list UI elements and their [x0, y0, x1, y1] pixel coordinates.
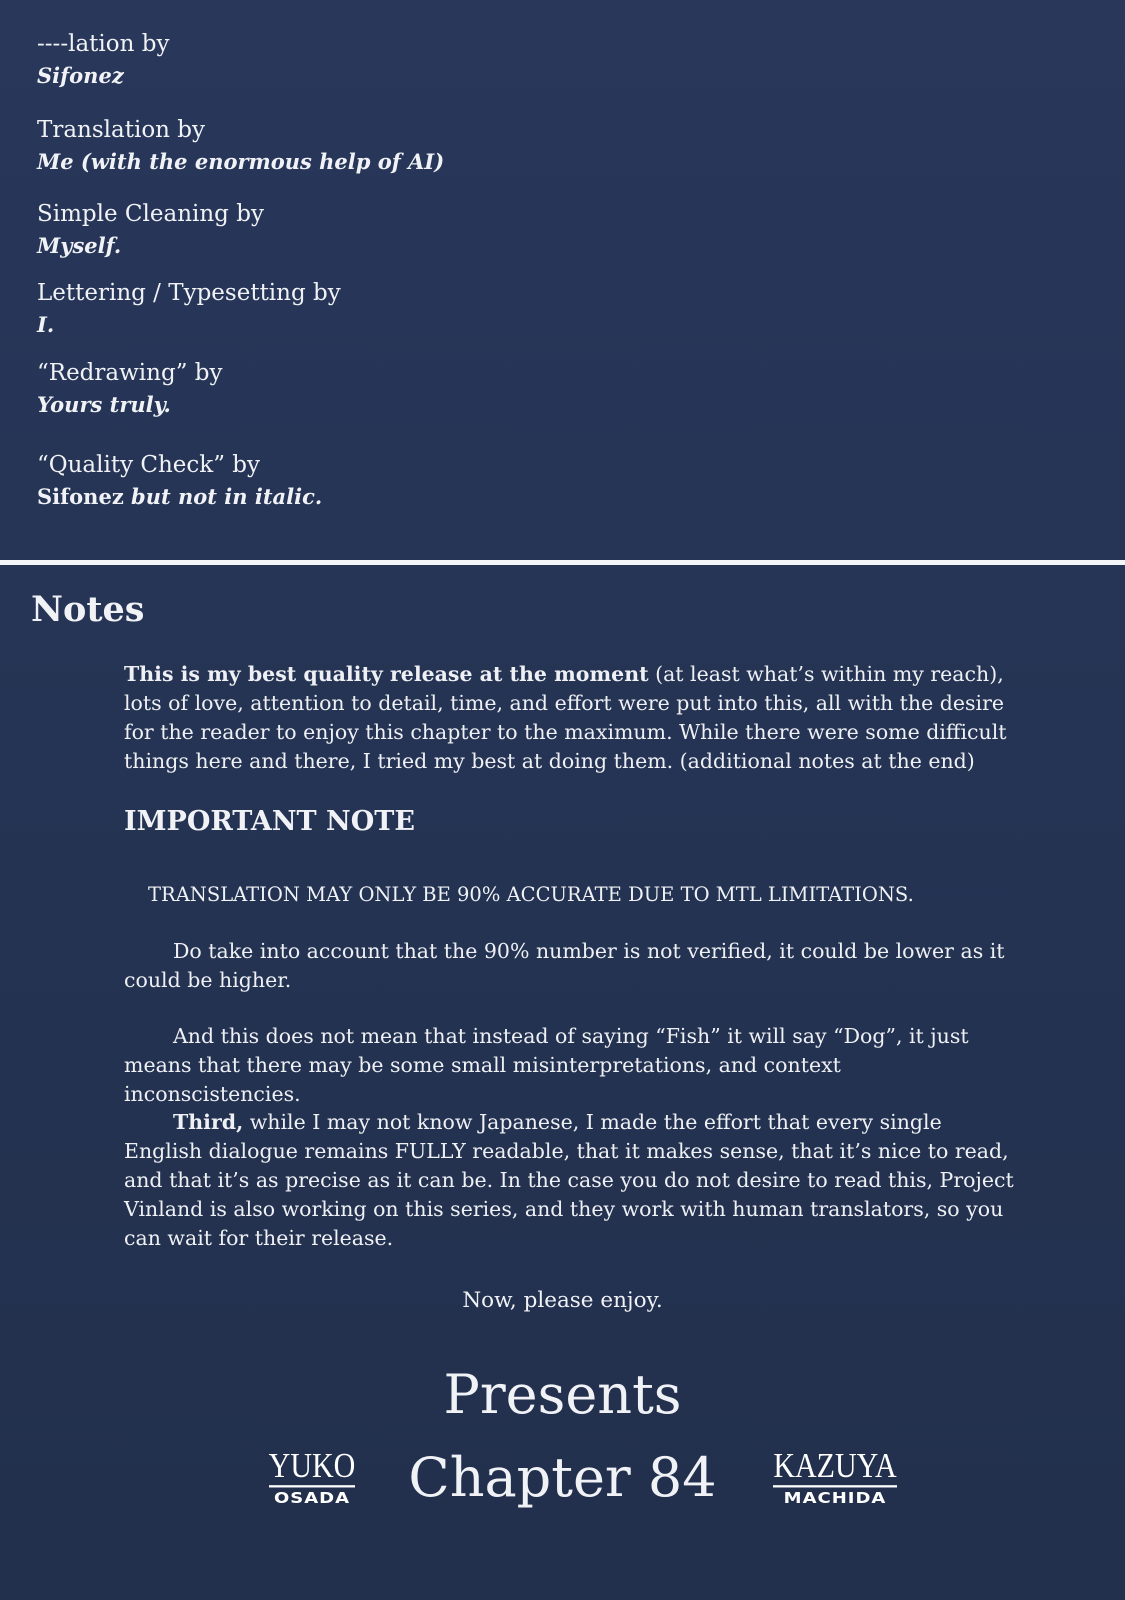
author-first-name: YUKO — [269, 1450, 356, 1488]
credit-name-plain: Sifonez — [37, 484, 124, 509]
notes-emphasis: This is my best quality release at the moment — [124, 662, 649, 686]
credit-entry — [37, 449, 322, 513]
author-first-name: KAZUYA — [773, 1450, 896, 1488]
section-divider — [0, 560, 1125, 565]
credit-name-italic: but not in italic. — [123, 484, 323, 509]
credit-role: ----lation by — [37, 31, 170, 57]
notes-paragraph — [124, 1022, 1024, 1109]
credit-name: Yours truly. — [37, 392, 171, 417]
credit-entry — [37, 28, 169, 92]
notes-emphasis: Third, — [173, 1110, 244, 1134]
notes-text: And this does not mean that instead of saying “Fish” it will say “Dog”, it just means that there may be some small misinterpretations, and context inconscistencies. — [124, 1024, 969, 1106]
credit-role: Translation by — [37, 117, 206, 143]
credit-role: “Redrawing” by — [37, 360, 223, 386]
presents-heading: Presents — [443, 1363, 682, 1426]
credit-name — [37, 481, 322, 513]
notes-title: Notes — [31, 589, 145, 630]
credit-role: Simple Cleaning by — [37, 201, 264, 227]
author-last-name: MACHIDA — [783, 1489, 887, 1508]
notes-text: Do take into account that the 90% number is not verified, it could be lower as it could be higher. — [124, 939, 1005, 992]
notes-paragraph — [124, 937, 1024, 995]
mtl-warning: TRANSLATION MAY ONLY BE 90% ACCURATE DUE TO MTL LIMITATIONS. — [148, 883, 914, 906]
credit-entry — [37, 198, 264, 262]
credit-entry — [37, 357, 222, 421]
author-last-name: OSADA — [273, 1489, 351, 1508]
credit-role: Lettering / Typesetting by — [37, 280, 341, 306]
credit-name: Me (with the enormous help of AI) — [37, 149, 445, 174]
author-logo-left — [266, 1447, 358, 1508]
enjoy-message: Now, please enjoy. — [462, 1288, 663, 1313]
notes-paragraph — [124, 1108, 1024, 1253]
credit-name: Sifonez — [37, 63, 124, 88]
credit-role: “Quality Check” by — [37, 452, 261, 478]
notes-paragraph — [124, 660, 1024, 776]
author-logo-right — [772, 1447, 898, 1508]
credit-name: I. — [37, 312, 55, 337]
important-note-heading: IMPORTANT NOTE — [124, 806, 415, 837]
notes-text: while I may not know Japanese, I made the effort that every single English dialogue remains FULLY readable, that it makes sense, that it’s nice to read, and that it’s as precise as it can be. In the case you do not desire to read this, Project Vinland is also working on this series, and they work with human translators, so you can wait for their release. — [124, 1110, 1014, 1250]
credit-entry — [37, 277, 341, 341]
chapter-title: Chapter 84 — [408, 1446, 717, 1509]
notes-text: (at least what’s within my reach), lots of love, attention to detail, time, and effort were put into this, all with the desire for the reader to enjoy this chapter to the maximum. While there were some difficult things here and there, I tried my best at doing them. (additional notes at the end) — [124, 662, 1007, 773]
credit-entry — [37, 114, 444, 178]
credit-name: Myself. — [37, 233, 122, 258]
